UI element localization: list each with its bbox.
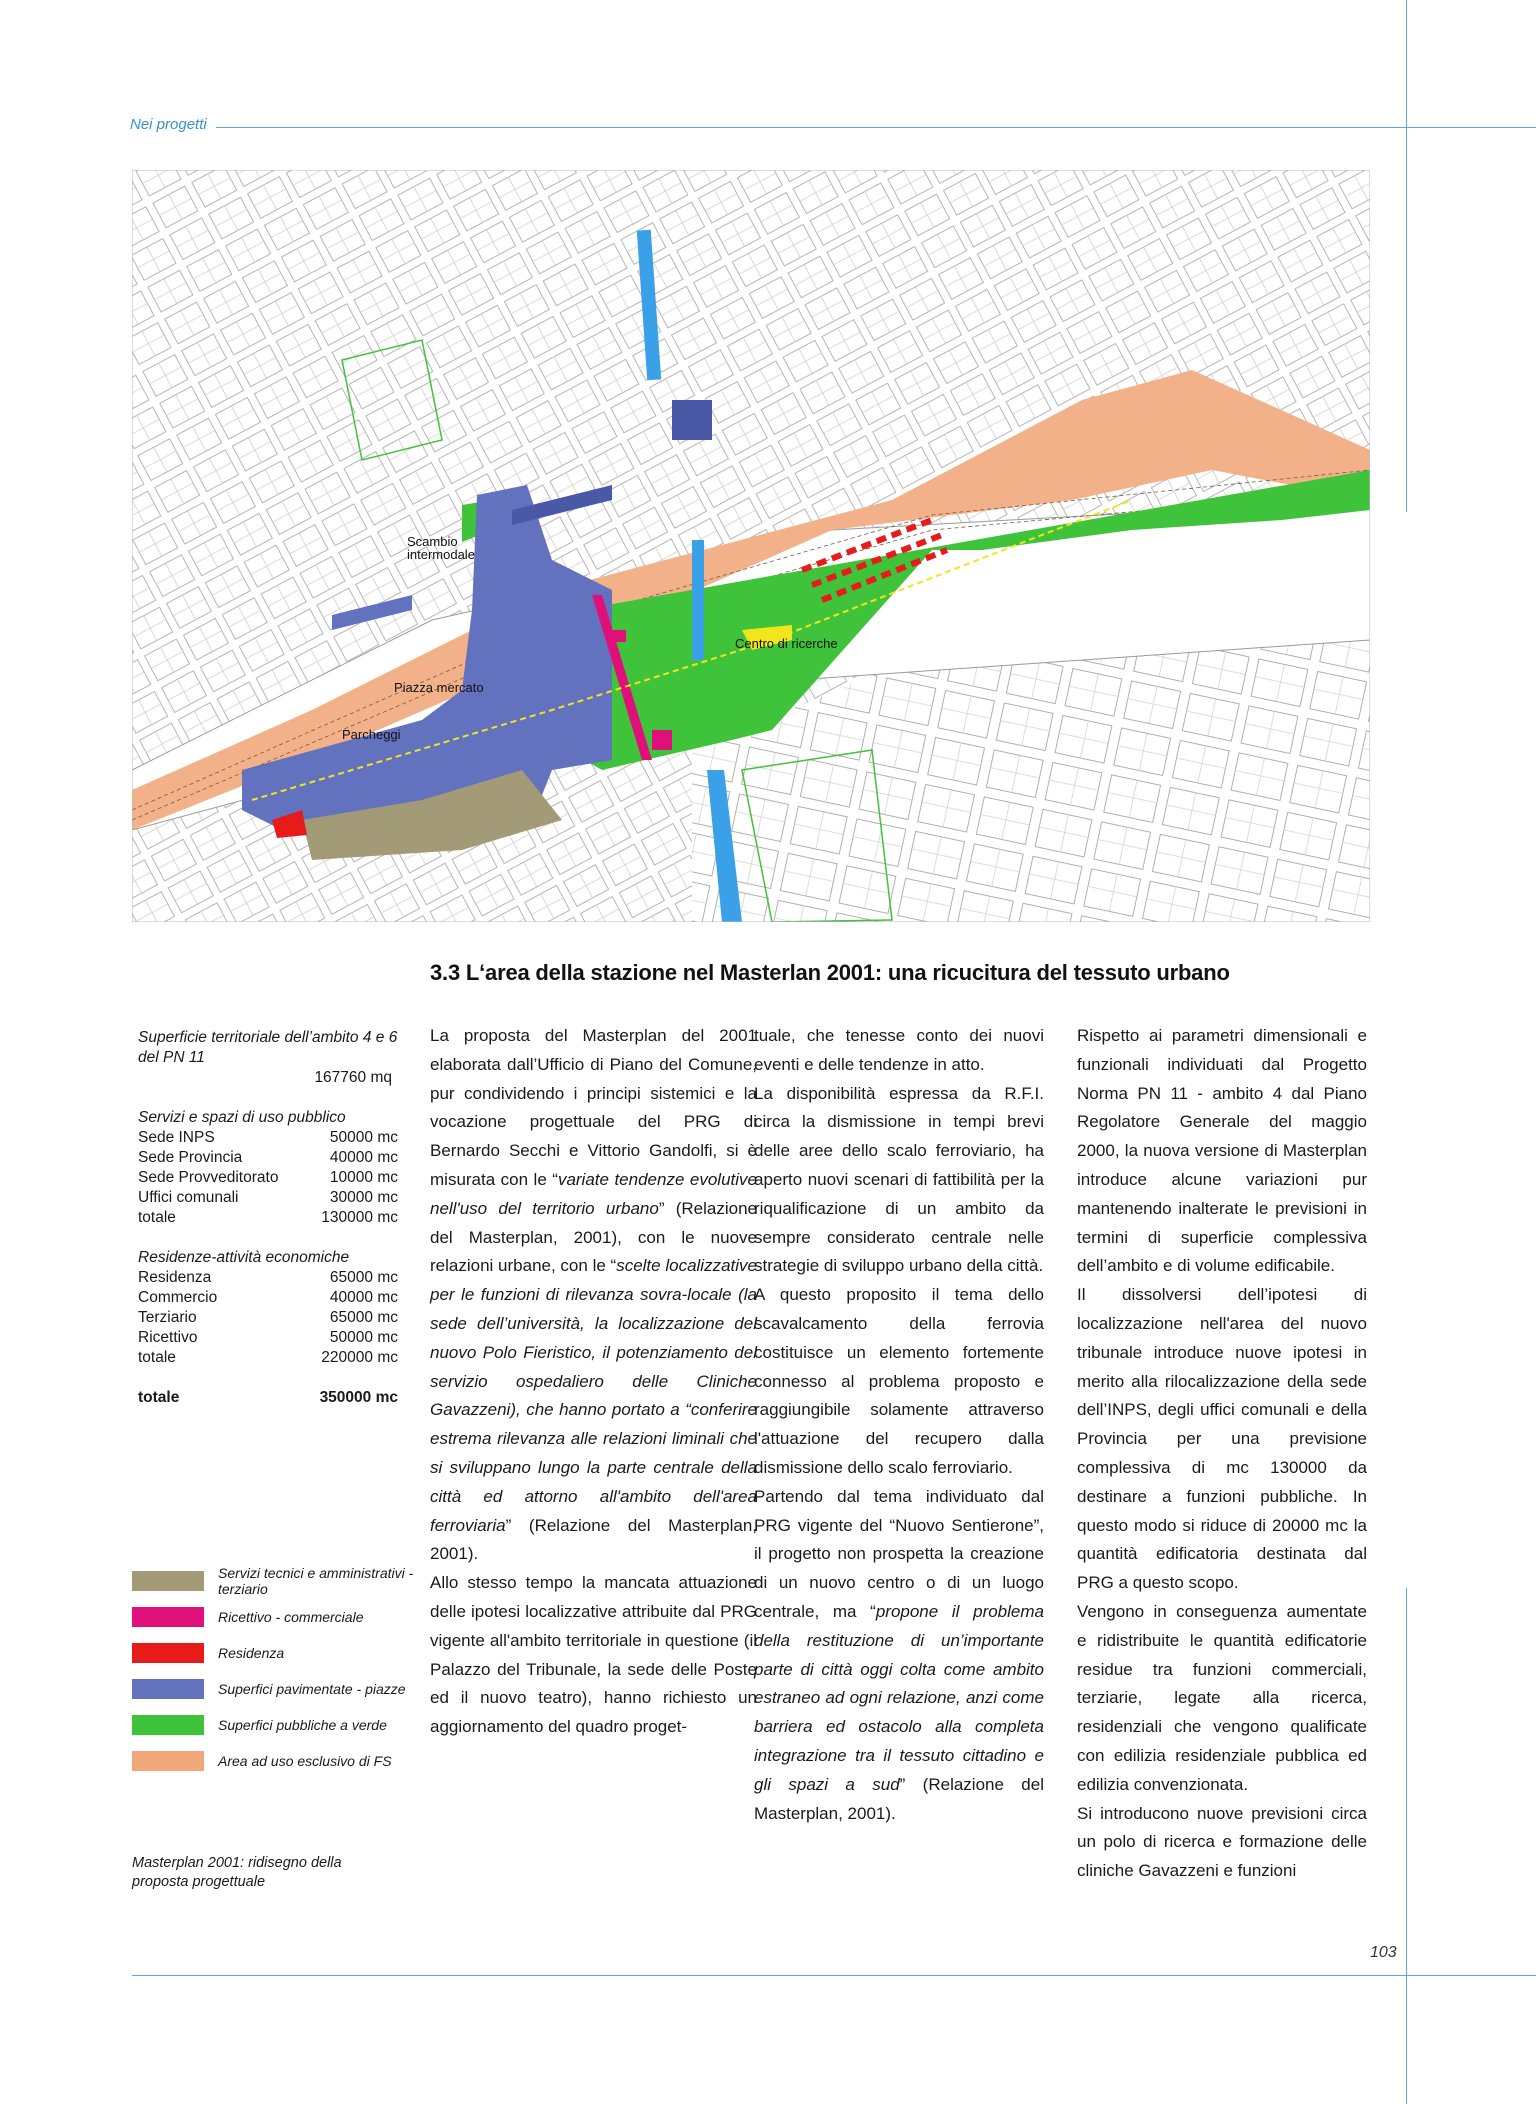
paragraph [754,1483,1044,1829]
legend-label: Area ad uso esclusivo di FS [218,1753,392,1769]
legend-label: Servizi tecnici e amministrativi - terziario [218,1565,414,1597]
label-parcheggi: Parcheggi [342,727,401,742]
row-label: Sede Provincia [138,1149,243,1166]
row-value: 350000 mc [319,1389,398,1406]
legend-label: Superfici pubbliche a verde [218,1717,387,1733]
table-row [138,1188,398,1208]
figure-caption: Masterplan 2001: ridisegno della proposta progettuale [132,1855,342,1890]
residenze-title: Residenze-attività economiche [138,1249,350,1266]
text-run: ” (Relazione del Masterplan, 2001). [430,1515,757,1564]
stats-surface-value: 167760 mq [314,1069,392,1086]
row-value: 130000 mc [321,1209,398,1226]
text-run: ” (Relazione del Masterplan, 2001), con le nuove relazioni urbane, con le “ [430,1198,757,1276]
label-centro-ricerche: Centro di ricerche [735,636,838,651]
row-value: 65000 mc [329,1269,398,1286]
table-row [138,1268,398,1288]
table-row [138,1208,398,1228]
legend-swatch [132,1751,204,1771]
map-legend [132,1565,422,1784]
label-piazza-mercato: Piazza mercato [394,680,484,695]
table-row [138,1308,398,1328]
legend-swatch [132,1607,204,1627]
row-label: totale [138,1349,176,1366]
legend-item [132,1565,422,1597]
legend-swatch [132,1571,204,1591]
text-run: Partendo dal tema individuato dal PRG vigente del “Nuovo Sentierone”, il progetto non prospetta la creazione di un nuovo centro o di un luogo centrale, ma “ [754,1486,1044,1621]
top-rule [216,127,1536,128]
legend-item [132,1676,422,1702]
body-column-3 [1077,1022,1367,1886]
legend-label: Superfici pavimentate - piazze [218,1681,406,1697]
row-label: Uffici comunali [138,1189,239,1206]
row-value: 30000 mc [329,1189,398,1206]
stats-title: Superficie territoriale dell’ambito 4 e 6 del PN 11 [138,1029,398,1066]
label-scambio: Scambio intermodale [407,534,475,562]
row-value: 220000 mc [321,1349,398,1366]
text-run-italic: propone il problema della restituzione di un’importante parte di città oggi colta come ambito estraneo ad ogni relazione, anzi come barriera ed ostacolo alla completa integrazione tra il tessuto cittadino e gli spazi a sud [754,1601,1044,1794]
row-label: Ricettivo [138,1329,198,1346]
servizi-title: Servizi e spazi di uso pubblico [138,1109,346,1126]
table-row [138,1328,398,1348]
legend-item [132,1640,422,1666]
text-run-italic: variate tendenze evolutive nell'uso del territorio urbano [430,1169,757,1218]
body-column-2 [754,1022,1044,1828]
page-number: 103 [1370,1944,1397,1961]
paragraph [430,1022,757,1569]
text-run-italic: scelte localizzative per le funzioni di rilevanza sovra-locale (la sede dell’università, la localizzazione del nuovo Polo Fieristico, il potenziamento del servizio ospedaliero delle Cliniche Gavazzeni), che hanno portato a “conferire estrema rilevanza alle relazioni liminali che si sviluppano lungo la parte centrale della città ed attorno all'ambito dell'area ferroviaria [430,1256,757,1535]
table-row [138,1148,398,1168]
row-label: Sede INPS [138,1129,215,1146]
paragraph: A questo proposito il tema dello scavalcamento della ferrovia costituisce un elemento fortemente connesso al problema proposto e raggiungibile solamente attraverso l'attuazione del recupero dalla dismissione dello scalo ferroviario. [754,1285,1044,1477]
body-column-1 [430,1022,757,1742]
text-run: ” (Relazione del Masterplan, 2001). [754,1774,1044,1823]
paragraph: Si introducono nuove previsioni circa un polo di ricerca e formazione delle cliniche Gavazzeni e funzioni [1077,1803,1367,1881]
right-vertical-rule-top [1406,0,1407,512]
row-value: 50000 mc [329,1129,398,1146]
paragraph: tuale, che tenesse conto dei nuovi eventi e delle tendenze in atto. [754,1026,1044,1074]
row-label: totale [138,1389,180,1406]
row-value: 50000 mc [329,1329,398,1346]
table-row [138,1348,398,1368]
legend-swatch [132,1643,204,1663]
text-run: La proposta del Masterplan del 2001 elaborata dall’Ufficio di Piano del Comune, pur condividendo i principi sistemici e la vocazione progettuale del PRG di Bernardo Secchi e Vittorio Gandolfi, si è misurata con le “ [430,1026,757,1189]
running-head: Nei progetti [130,116,207,133]
row-value: 40000 mc [329,1149,398,1166]
legend-swatch [132,1679,204,1699]
map-svg [132,170,1370,922]
row-value: 10000 mc [329,1169,398,1186]
stats-table [138,1028,398,1408]
commercial-block [652,730,672,750]
right-vertical-rule-bottom [1406,1588,1407,2104]
section-title: 3.3 L‘area della stazione nel Masterlan 2001: una ricucitura del tessuto urbano [430,960,1230,985]
paragraph: La disponibilità espressa da R.F.I. circa la dismissione in tempi brevi delle aree dello scalo ferroviario, ha aperto nuovi scenari di fattibilità per la riqualificazione di un ambito da sempre considerato centrale nelle strategie di sviluppo urbano della città. [754,1083,1044,1276]
legend-label: Ricettivo - commerciale [218,1609,364,1625]
legend-item [132,1604,422,1630]
canal-middle [692,540,704,660]
row-label: Commercio [138,1289,218,1306]
paragraph: Rispetto ai parametri dimensionali e funzionali individuati dal Progetto Norma PN 11 - ambito 4 dal Piano Regolatore Generale del maggio 2000, la nuova versione di Masterplan introduce alcune variazioni pur mantenendo inalterate le previsioni in termini di superficie complessiva dell’ambito e di volume edificabile. [1077,1026,1367,1276]
paragraph: Il dissolversi dell’ipotesi di localizzazione nell'area del nuovo tribunale introduce nuove ipotesi in merito alla rilocalizzazione della sede dell’INPS, degli uffici comunali e della Provincia per una previsione complessiva di mc 130000 da destinare a funzioni pubbliche. In questo modo si riduce di 20000 mc la quantità edificatoria destinata dal PRG a questo scopo. [1077,1285,1367,1593]
bottom-rule [132,1975,1536,1976]
commercial-block [612,630,626,642]
paragraph: Vengono in conseguenza aumentate e ridistribuite le quantità edificatorie residue tra funzioni commerciali, terziarie, legate alla ricerca, residenziali che vengono qualificate con edilizia residenziale pubblica ed edilizia convenzionata. [1077,1601,1367,1794]
grand-total-row [138,1388,398,1408]
legend-label: Residenza [218,1645,285,1661]
legend-item [132,1712,422,1738]
row-value: 40000 mc [329,1289,398,1306]
row-label: totale [138,1209,176,1226]
row-label: Terziario [138,1309,197,1326]
row-label: Sede Provveditorato [138,1169,279,1186]
table-row [138,1168,398,1188]
table-row [138,1128,398,1148]
row-label: Residenza [138,1269,212,1286]
table-row [138,1288,398,1308]
masterplan-map [132,170,1370,922]
row-value: 65000 mc [329,1309,398,1326]
paved-block [672,400,712,440]
legend-swatch [132,1715,204,1735]
paragraph: Allo stesso tempo la mancata attuazione delle ipotesi localizzative attribuite dal PRG vigente all'ambito territoriale in questione (il Palazzo del Tribunale, la sede delle Poste ed il nuovo teatro), hanno richiesto un aggiornamento del quadro proget- [430,1573,757,1737]
legend-item [132,1748,422,1774]
